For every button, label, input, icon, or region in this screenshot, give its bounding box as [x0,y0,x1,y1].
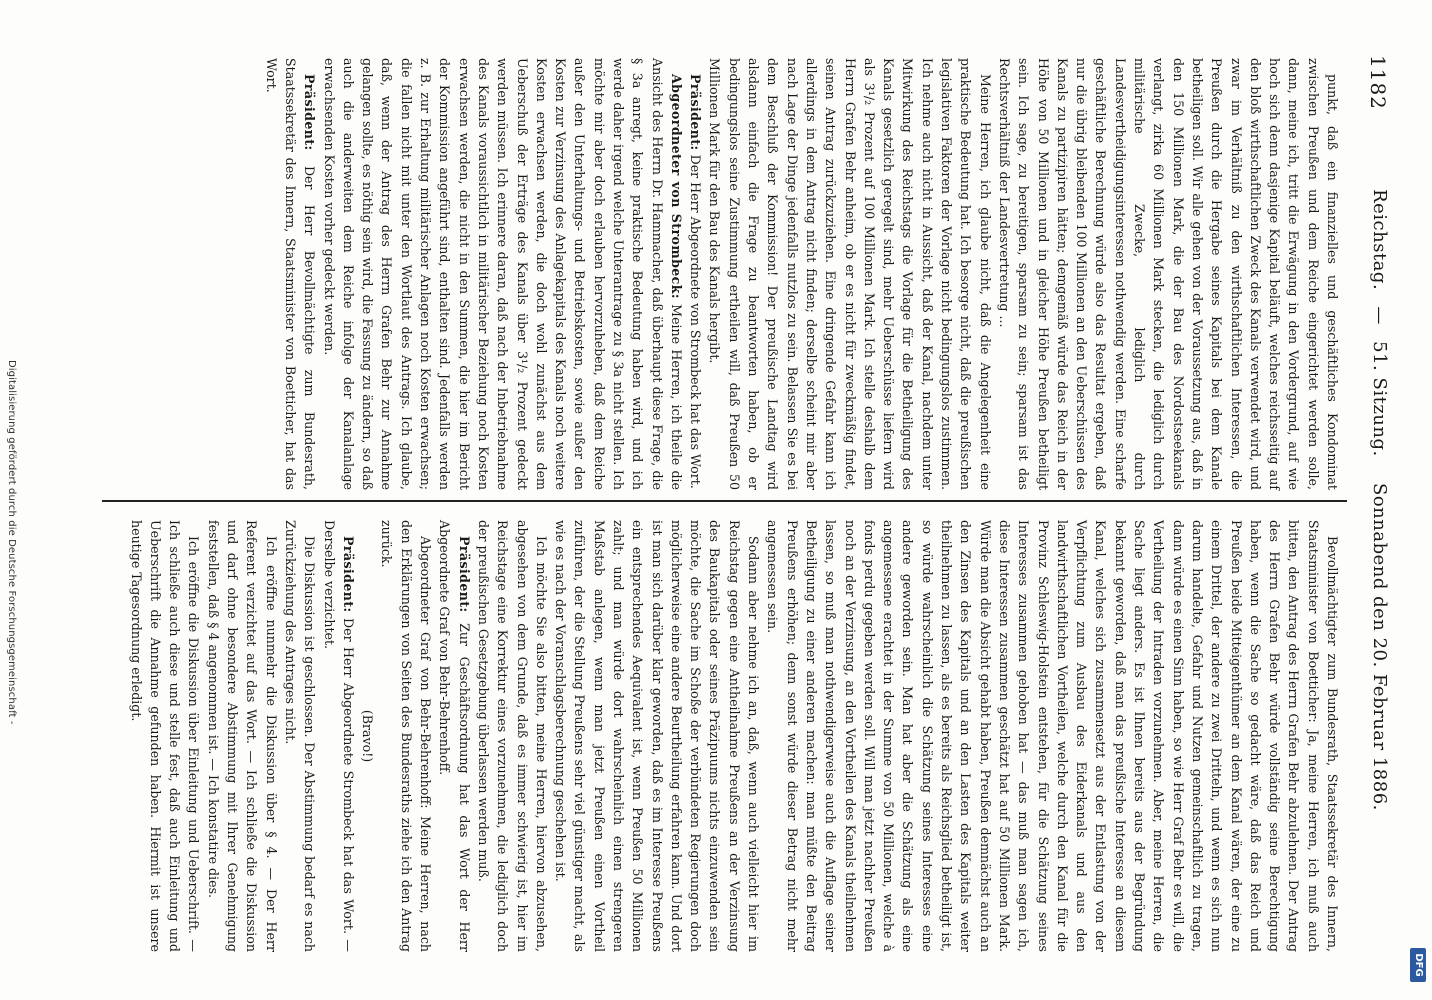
paragraph [261,58,319,490]
page-number: 1182 [1366,55,1390,110]
paragraph [358,520,377,952]
paragraph [203,520,280,952]
paragraph-text: Ich eröffne die Diskussion über Einleitung und Ueberschrift. — Ich schließe auch diese und stelle fest, daß auch Einleitung und Ueberschrift die Annahme gefunden haben. Hiermit ist unsere heutige Tagesordnung erledigt. [128,520,202,952]
paragraph [281,520,320,952]
page-header [1360,0,1390,1000]
paragraph-text: Der Herr Abgeordnete von Strombeck hat das Wort. [688,150,704,489]
paragraph-text: punkt, daß ein finanzielles und geschäftliches Kondominat zwischen Preußen und dem Reiche eingerichtet werden solle, dann, meine ich, tritt die Erwägung in den Vordergrund, auf wie hoch sich denn dasjenige Kapital beläuft, welches reichsseitig auf den bloß wirthschaftlichen Zweck des Kanals verwendet wird, und zwar im Verhältniß zu den wirthschaftlichen Interessen, die Preußen durch die Hergabe seines Kapitals bei dem Kanale betheiligen soll. Wir alle gehen von der Voraussetzung aus, daß in den 150 Millionen Mark, die der Bau des Nordostseekanals verlangt, zirka 60 Millionen Mark stecken, die lediglich durch militärische Zwecke, lediglich durch Landesvertheidigungsinteressen nothwendig werden. Eine scharfe geschäftliche Berechnung würde also das Resultat ergeben, daß nur die übrig bleibenden 100 Millionen an den Ueberschüssen des Kanals zu partizipiren hätten; demgemäß würde das Reich in der Höhe von 50 Millionen und in gleicher Höhe Preußen betheiligt sein. Ich sage, zu bereitigen, sparsam zu sein; sparsam ist das Rechtsverhältniß der Landesvertretung ... [996,58,1340,490]
paragraph-text: Zur Geschäftsordnung hat das Wort der Herr Abgeordnete Graf von Behr-Behrenhoff. [437,520,472,952]
paragraph-text: Die Diskussion ist geschlossen. Der Abstimmung bedarf es nach Zurückziehung des Antrages nicht. [282,520,318,952]
speaker-label: Präsident: [302,74,318,151]
paragraph [377,520,435,952]
speaker-label: Präsident: [456,536,472,613]
paragraph [551,520,763,952]
left-column [261,58,1342,490]
running-head: Reichstag. — 51. Sitzung. Sonnabend den 20. Februar 1886. [1369,189,1390,811]
paragraph [319,520,358,952]
paragraph [435,520,474,952]
paragraph [705,58,994,490]
speaker-label: Abgeordneter von Strombeck: [668,74,684,299]
running-head-date: Sonnabend den 20. Februar 1886. [1369,482,1390,811]
paragraph-text: Ich eröffne nunmehr die Diskussion über § 4. — Der Herr Referent verzichtet auf das Wort. — Ich schließe die Diskussion und darf ohne besondere Abstimmung mit Ihrer Genehmigung feststellen, daß § 4 angenommen ist. — Ich konstatire dies. [205,520,279,952]
interjection: (Bravo!) [360,709,376,763]
paragraph-text: Abgeordneter Graf von Behr-Behrenhoff: Meine Herren, nach den Erklärungen von Seiten des Bundesraths ziehe ich den Antrag zurück. [379,520,434,952]
paragraph [126,520,203,952]
paragraph-text: Bevollmächtigter zum Bundesrath, Staatssekretär des Innern, Staatsminister von Boetticher: Ja, meine Herren, ich muß auch bitten, den Antrag des Herrn Grafen Behr abzulehnen. Der Antrag des Herrn Grafen Behr würde vollständig seine Berechtigung haben, wenn die Sache so gedacht wäre, daß das Reich und Preußen beide Mitteigenthümer an dem Kanal wären, der eine zu einem Drittel, der andere zu zwei Dritteln, und wenn es sich nun darum handelte, Gefahr und Nutzen gemeinschaftlich zu tragen, dann würde es einen Sinn haben, so wie Herr Graf Behr es will, die Vertheilung der Intraden vorzunehmen. Aber, meine Herren, die Sache liegt anders. Es ist Ihnen bereits aus der Begründung bekannt geworden, daß man das preußische Interesse an diesem Kanal, welches sich zusammensetzt aus der Entlastung von der Verpflichtung zum Ausbau des Eiderkanals und aus den landwirthschaftlichen Vortheilen, welche durch den Kanal für die Provinz Schleswig-Holstein entstehen, für die Schätzung seines Interesses zusammen gehoben hat — das muß man sagen ich, diese Interessen zusammen geschätzt hat auf 50 Millionen Mark. Würde man die Absicht gehabt haben, Preußen demnächst auch an den Zinsen des Kapitals und an den Lasten des Kapitals weiter theilnehmen zu lassen, als es bereits als Reichsglied betheiligt ist, so würde wahrscheinlich die Schätzung seines Interesses eine andere geworden sein. Man hat aber die Schätzung als eine angemessene erachtet in der Summe von 50 Millionen, welche à fonds perdu gegeben werden soll. Will man jetzt nachher Preußen noch an der Verzinsung, an den Vortheilen des Kanals theilnehmen lassen, so muß man nothwendigerweise auch die Auflage seiner Betheiligung zu einer anderen machen: man müßte den Beitrag Preußens erhöhen; denn sonst würde dieser Betrag nicht mehr angemessen sein. [765,520,1340,952]
digitization-note: Digitalisierung gefördert durch die Deutsche Forschungsgemeinschaft - [6,360,17,725]
paragraph [319,58,686,490]
running-head-session: 51. Sitzung. [1369,341,1390,457]
column-divider [102,500,1347,502]
paragraph-text: Meine Herren, ich theile die Ansicht des Herrn Dr. Hammacher, daß überhaupt diese Frage, die § 3a anregt, keine praktische Bedeutung haben wird, und ich werde daher irgend welche Unterantrage zu § 3a nicht stellen. Ich möchte mir aber doch erlauben hervorzuheben, daß dem Reiche außer den Unterhaltungs- und Betriebskosten, sowie außer den Kosten zur Verzinsung des Anlagekapitals des Kanals noch weitere Kosten erwachsen werden, die doch wohl zunächst aus dem Ueberschuß der Erträge des Kanals über 3¹/₂ Prozent gedeckt werden müssen. Ich erinnere daran, daß nach der Inbetriebnahme des Kanals voraussichtlich in militärischer Beziehung noch Kosten erwachsen werden, die nicht in den Summen, die hier im Bericht der Kommission angeführt sind, enthalten sind. Jedenfalls werden z. B. zur Erhaltung militärischer Anlagen noch Kosten erwachsen; die fallen nicht mit unter den Wortlaut des Antrags. Ich glaube, daß, wenn der Antrag des Herrn Grafen Behr zur Annahme gelangen sollte, es nöthig sein wird, die Fassung zu ändern, so daß auch die anderweiten dem Reiche infolge der Kanalanlage erwachsenden Kosten vorher gedeckt werden. [321,58,684,490]
paragraph [474,520,551,952]
paragraph-text: Sodann aber nehme ich an, daß, wenn auch vielleicht hier im Reichstag gegen eine Antheilnahme Preußens an der Verzinsung des Baukapitals oder seines Präzipuums nichts einzuwenden sein möchte, die Sache im Schoße der verbündeten Regierungen doch möglicherweise eine andere Beurtheilung erfahren kann. Und dort ist man sich darüber klar geworden, daß es im Interesse Preußens ein entsprechendes Aequivalent ist, wenn Preußen 50 Millionen zahlt; und man würde dort wahrscheinlich einen strengeren Maßstab anlegen, wenn man jetzt Preußen einen Vortheil zuführen, der die Stellung Preußens sehr viel günstiger macht, als wie es nach der Voranschlagsberechnung geschehen ist. [553,520,762,952]
paragraph-text: Ich möchte Sie also bitten, meine Herren, hiervon abzusehen, abgesehen von dem Grunde, daß es immer schwierig ist, hier im Reichstage eine Korrektur eines vorzunehmen, die lediglich doch der preußischen Gesetzgebung überlassen werden muß. [475,520,549,952]
paragraph [995,58,1342,490]
running-head-chamber: Reichstag. [1369,189,1390,291]
right-column [126,520,1342,952]
paragraph-text: Der Herr Bevollmächtigte zum Bundesrath, Staatssekretär des Innern, Staatsminister von Boetticher, hat das Wort. [263,58,318,490]
paragraph [763,520,1342,952]
paragraph [686,58,705,490]
dfg-logo: DFG [1410,948,1426,982]
paragraph-text: Der Herr Abgeordnete Strombeck hat das Wort. — Derselbe verzichtet. [321,520,356,952]
paragraph-text: Meine Herren, ich glaube nicht, daß die Angelegenheit eine praktische Bedeutung hat. Ich besorge nicht, daß die preußischen legislativen Faktoren der Vorlage nicht bedingungslos zustimmen. Ich nehme auch nicht in Aussicht, daß der Kanal, nachdem unter Mitwirkung des Reichstags die Vorlage für die Betheiligung des Kanals gesetzlich geregelt sind, mehr Ueberschüsse liefern wird als 3¹/₂ Prozent auf 100 Millionen Mark. Ich stelle deshalb dem Herrn Grafen Behr anheim, ob er es nicht für zweckmäßig findet, seinen Antrag zurückzuziehen. Eine dringende Gefahr kann ich allerdings in dem Antrag nicht finden; derselbe scheint mir aber nach Lage der Dinge jedenfalls nutzlos zu sein. Belassen Sie es bei dem Beschluß der Kommission! Der preußische Landtag wird alsdann einfach die Frage zu beantworten haben, ob er bedingungslos seine Zustimmung ertheilen will, daß Preußen 50 Millionen Mark für den Bau des Kanals hergibt. [707,58,993,490]
speaker-label: Präsident: [688,74,704,151]
speaker-label: Präsident: [340,536,356,613]
